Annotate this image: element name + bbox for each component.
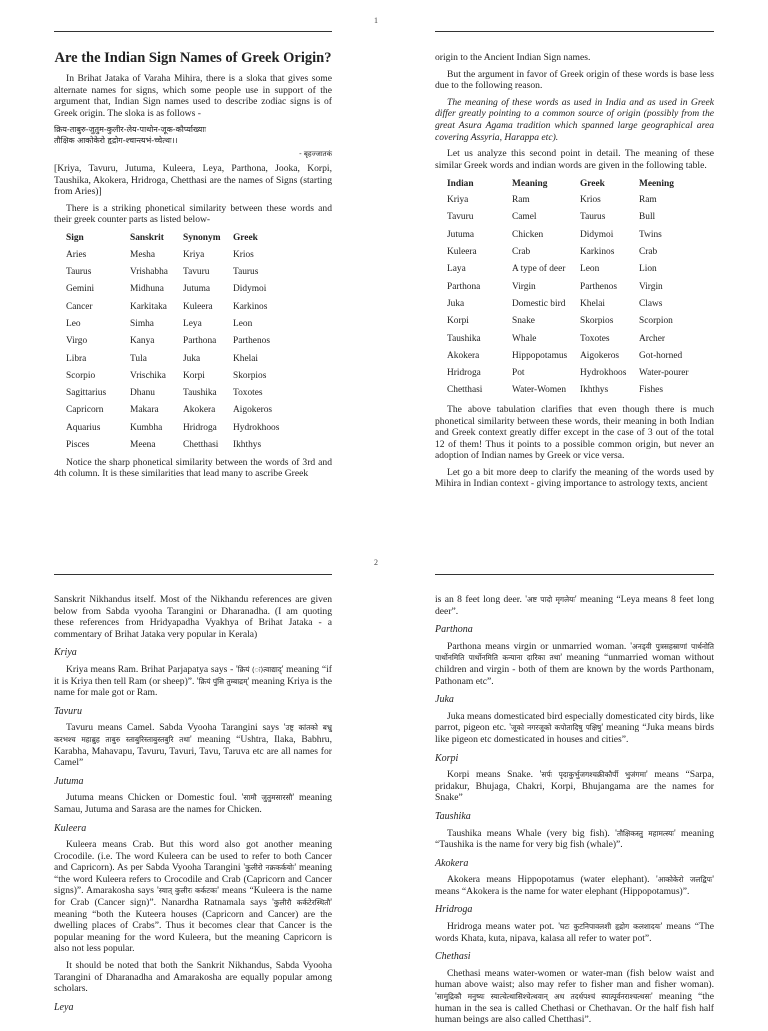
table-row: [447, 227, 709, 244]
table-cell: Kriya: [447, 195, 469, 206]
table-cell: Ram: [512, 195, 530, 206]
table-cell: Kuleera: [183, 301, 213, 312]
kriya-paragraph: Kriya means Ram. Brihat Parjapatya says - 'क्रियं (ः)त्वाद्याद्' meaning “if it is Kriya then tell Ram (or sheep)”. 'क्रियं पुंसि तुम्बाद्रम्' meaning Kriya is the name for male got or Ram.: [54, 663, 333, 699]
table-row: [66, 282, 303, 299]
parthona-paragraph: Parthona means virgin or unmarried woman. 'अनड्वी पुत्रसहस्राणां पार्थनोति पार्थोनमिति पार्थोनमिति कन्याना दारिका तथा' meaning “unmarried woman without children and virgin - both of them are known by the words Parthonam, Pathonam etc”.: [435, 640, 714, 687]
nikhandu-intro: Sanskrit Nikhandus itself. Most of the Nikhandu references are given below from Sabda vyooha Tarangini or Dharanadha. (I am quoting these references from Hridyapadha Vyakhya of Brihat Jataka - a commentary of Brihat Jataka very popular in Kerala): [54, 594, 332, 640]
table-row: [447, 210, 709, 227]
table-cell: Taushika: [447, 333, 481, 344]
table-cell: Chetthasi: [447, 385, 483, 396]
table-cell: Gemini: [66, 284, 95, 295]
table-cell: Aquarius: [66, 422, 101, 433]
heading-kriya: Kriya: [54, 647, 77, 659]
table-cell: Aigokeros: [580, 350, 620, 361]
table-cell: Kriya: [183, 249, 205, 260]
heading-chethasi: Chethasi: [435, 951, 471, 963]
table-cell: Parthenos: [233, 336, 270, 347]
table-header-cell: Synonym: [183, 233, 221, 244]
table-row: [66, 403, 303, 420]
italic-paragraph: The meaning of these words as used in India and as used in Greek differ greatly pointing to a common source of origin (possibly from the great Asura Agama tradition which spanned large geographical area covering Assyria, Harappa etc).: [435, 96, 714, 143]
similarity-intro: There is a striking phonetical similarity between these words and their greek counter parts as listed below-: [54, 202, 332, 226]
heading-korpi: Korpi: [435, 752, 459, 764]
table-row: [447, 279, 709, 296]
kuleera-note: It should be noted that both the Sankrit Nikhandus, Sabda Vyooha Tarangini of Dharanadha and Amarakosha are equally popular among scholars.: [54, 960, 332, 995]
table-cell: Pot: [512, 368, 525, 379]
page2-right-column: [435, 594, 714, 1031]
table-cell: Leya: [183, 318, 202, 329]
table-cell: Tula: [130, 353, 147, 364]
table-cell: Aries: [66, 249, 87, 260]
table-cell: Kanya: [130, 336, 155, 347]
table-row: [66, 333, 303, 350]
table-cell: Chicken: [512, 229, 544, 240]
table-cell: Vrischika: [130, 370, 166, 381]
table-cell: Vrishabha: [130, 267, 168, 278]
table-cell: Didymoi: [233, 284, 267, 295]
table-cell: Didymoi: [580, 229, 614, 240]
table-cell: Cancer: [66, 301, 93, 312]
table-cell: Midhuna: [130, 284, 164, 295]
deeper-paragraph: Let go a bit more deep to clarify the meaning of the words used by Mihira in Indian context - giving importance to astrology texts, ancient: [435, 466, 714, 490]
heading-leya: Leya: [54, 1001, 74, 1013]
table-cell: Parthona: [183, 336, 217, 347]
table-cell: Crab: [512, 247, 531, 258]
table-cell: Libra: [66, 353, 87, 364]
translation-paragraph: [Kriya, Tavuru, Jutuma, Kuleera, Leya, Parthona, Jooka, Korpi, Taushika, Akokera, Hridroga, Chetthasi are the names of Signs (starting from Aries)]: [54, 162, 332, 198]
table-cell: Hydrokhoos: [580, 368, 627, 379]
table-cell: Capricorn: [66, 405, 104, 416]
jutuma-paragraph: Jutuma means Chicken or Domestic foul. 'सामौ जुतुमसारसौ' meaning Samau, Jutuma and Sarasa are the names for Chicken.: [54, 792, 332, 815]
table-cell: Bull: [639, 212, 656, 223]
top-rule-right-2: [435, 574, 714, 575]
table-cell: Got-horned: [639, 350, 683, 361]
table-cell: Taurus: [580, 212, 606, 223]
leya-paragraph: is an 8 feet long deer. 'अष्ट पादो मृगलेयः' meaning “Leya means 8 feet long deer”.: [435, 594, 715, 617]
sloka-line-2: तौक्षिक आकोकेरो हृद्रोग-श्चान्त्यभं-च्चेत्थः।।: [54, 136, 178, 146]
page-number-2: 2: [374, 558, 378, 567]
heading-kuleera: Kuleera: [54, 822, 87, 834]
chethasi-paragraph: Chethasi means water-women or water-man (fish below waist and human above waist; also may refer to fisher man and fisher woman). 'सामुद्रिकौ मनुष्यः स्यात्चेत्थासिश्चेत्थवान् अथ तदर्धपश्चं स्यात्पूर्वनराश्चत्थसः' meaning “the human in the sea is called Chethasi or Chethavan. Or the half fish half human beings are also called Chetthasi”.: [435, 967, 714, 1026]
table-cell: Snake: [512, 316, 535, 327]
page1-left-column: [54, 50, 332, 485]
table-cell: Virgin: [512, 281, 536, 292]
table-header-cell: Meaning: [512, 178, 548, 189]
sign-names-table: [66, 231, 303, 455]
heading-hridroga: Hridroga: [435, 904, 473, 916]
intro-paragraph: In Brihat Jataka of Varaha Mihira, there is a sloka that gives some alternate names for signs, which some people use in support of the argument that, Indian Sign names used to describe zodiac signs is of Greek origin. The sloka is as follows -: [54, 73, 332, 119]
table-cell: Taurus: [66, 267, 92, 278]
table-cell: Laya: [447, 264, 466, 275]
table-cell: Karkinos: [580, 247, 615, 258]
table-row: [66, 368, 303, 385]
table-row: [66, 351, 303, 368]
table-cell: Parthenos: [580, 281, 617, 292]
heading-taushika: Taushika: [435, 810, 471, 822]
table-header-cell: Indian: [447, 178, 474, 189]
hridroga-paragraph: Hridroga means water pot. 'घटः कुटनिपावलशी हृद्रोग कलशादयः' means “The words Khata, kuta, nipava, kalasa all refer to water pot”.: [435, 921, 714, 944]
table-cell: Taurus: [233, 267, 259, 278]
table-cell: Ikhthys: [233, 440, 262, 451]
table-row: [66, 420, 303, 437]
table-cell: Ram: [639, 195, 657, 206]
table-cell: Tavuru: [183, 267, 210, 278]
table-cell: Archer: [639, 333, 666, 344]
table-cell: Juka: [183, 353, 201, 364]
table-cell: Domestic bird: [512, 298, 566, 309]
table-row: [447, 365, 709, 382]
top-rule-left-2: [54, 574, 332, 575]
table-cell: Mesha: [130, 249, 155, 260]
notice-paragraph: Notice the sharp phonetical similarity between the words of 3rd and 4th column. It is these similarities that lead many to ascribe Greek: [54, 456, 332, 480]
page-title: Are the Indian Sign Names of Greek Origin?: [54, 50, 332, 66]
table-cell: Krios: [580, 195, 601, 206]
heading-juka: Juka: [435, 694, 454, 706]
table-cell: Toxotes: [233, 388, 263, 399]
heading-akokera: Akokera: [435, 857, 469, 869]
table-cell: Hippopotamus: [512, 350, 568, 361]
table-cell: Leo: [66, 318, 81, 329]
taushika-paragraph: Taushika means Whale (very big fish). 'तौक्षिकस्तु महामत्स्यः' meaning “Taushika is the name for very big fish (whale)”.: [435, 827, 714, 851]
table-row: [66, 299, 303, 316]
table-cell: Simha: [130, 318, 154, 329]
argument-paragraph: But the argument in favor of Greek origin of these words is base less due to the following reason.: [435, 68, 714, 92]
table-cell: Kuleera: [447, 247, 477, 258]
table-cell: Meena: [130, 440, 156, 451]
table-cell: Makara: [130, 405, 159, 416]
table-cell: Hridroga: [183, 422, 217, 433]
table-row: [447, 313, 709, 330]
table-cell: Crab: [639, 247, 658, 258]
table-cell: Dhanu: [130, 388, 155, 399]
table-header-cell: Meening: [639, 178, 674, 189]
table-cell: Chetthasi: [183, 440, 219, 451]
table-cell: Jutuma: [447, 229, 475, 240]
sloka-source: - बृहज्जातकं: [299, 150, 332, 159]
table-cell: Skorpios: [233, 370, 267, 381]
table-cell: Karkitaka: [130, 301, 167, 312]
table-cell: Leon: [580, 264, 600, 275]
meaning-table: [447, 176, 709, 400]
table-cell: Tavuru: [447, 212, 474, 223]
page1-right-column: [435, 52, 714, 495]
analyze-paragraph: Let us analyze this second point in detail. The meaning of these similar Greek words and indian words are given in the following table.: [435, 148, 714, 171]
table-cell: Leon: [233, 318, 253, 329]
table-cell: Juka: [447, 298, 465, 309]
top-rule-right: [435, 31, 714, 32]
table-cell: Virgin: [639, 281, 663, 292]
table-header-cell: Greek: [580, 178, 605, 189]
table-row: [66, 385, 303, 402]
continuation-line: origin to the Ancient Indian Sign names.: [435, 52, 591, 63]
table-cell: Aigokeros: [233, 405, 273, 416]
page-number: 1: [374, 16, 378, 25]
table-cell: Taushika: [183, 388, 217, 399]
table-cell: Korpi: [183, 370, 205, 381]
table-cell: Jutuma: [183, 284, 211, 295]
table-row: [447, 348, 709, 365]
table-cell: Hydrokhoos: [233, 422, 280, 433]
table-cell: Water-pourer: [639, 368, 689, 379]
table-cell: Water-Women: [512, 385, 567, 396]
table-row: [447, 331, 709, 348]
table-row: [447, 296, 709, 313]
table-cell: Ikhthys: [580, 385, 609, 396]
table-cell: Camel: [512, 212, 537, 223]
table-cell: Skorpios: [580, 316, 614, 327]
kuleera-paragraph: Kuleera means Crab. But this word also got another meaning Crocodile. (i.e. The word Kuleera can be used to refer to both Cancer and Capricorn). As per Sabda Vyooha Tarangini 'कुलीरो नक्रकर्कयोः' meaning “the word Kuleera refers to Crocodile and Crab (Capricorn and Cancer signs)”. Amarakosha says 'स्यात् कुलीरः कर्कटकः' means “Kuleera is the name for Crab (Cancer sign)”. Nanardha Ratnamala says 'कुलीरौ कर्कटेरस्थितौ' meaning “both the Kuteera houses (Capricorn and Cancer) are the dwelling places of Crabs”. Thus it becomes clear that Cancer is the popular meaning for the word Kuleera, but the meaning Capricorn is also not less popular.: [54, 839, 332, 955]
table-cell: Akokera: [183, 405, 216, 416]
table-cell: Whale: [512, 333, 537, 344]
table-cell: Lion: [639, 264, 657, 275]
table-row: [66, 437, 303, 454]
table-row: [447, 244, 709, 261]
tavuru-paragraph: Tavuru means Camel. Sabda Vyooha Tarangini says 'उष्ट्र कांतको बभ्रु करभश्च महाब्रुह ताबुरु स्ताबुरिस्ताबुस्तबुरि तथा' meaning “Ushtra, Ilaka, Babhru, Karabha, Mahavapu, Tavuru, Tavuri, Tavu, Taruva etc are all names for Camel”: [54, 722, 332, 769]
akokera-paragraph: Akokera means Hippopotamus (water elephant). 'आकोकेरो जलद्विपः' means “Akokera is the name for water elephant (Hippopotamus)”.: [435, 874, 714, 897]
table-row: [66, 247, 303, 264]
table-cell: Pisces: [66, 440, 90, 451]
table-header-cell: Greek: [233, 233, 258, 244]
sloka: [54, 124, 332, 146]
table-cell: Scorpion: [639, 316, 673, 327]
table-cell: Hridroga: [447, 368, 481, 379]
table-cell: Sagittarius: [66, 388, 107, 399]
table-header-cell: Sanskrit: [130, 233, 164, 244]
top-rule-left: [54, 31, 332, 32]
table-cell: Akokera: [447, 350, 480, 361]
table-row: [447, 262, 709, 279]
table-cell: Scorpio: [66, 370, 96, 381]
heading-jutuma: Jutuma: [54, 775, 84, 787]
heading-parthona: Parthona: [435, 624, 473, 636]
tabulation-paragraph: The above tabulation clarifies that even though there is much phonetical similarity between these words, their meaning in both Indian and Greek context greatly differ except in the case of 3 out of the total 12 of them! Thus it points to a possible common origin, but never an adoption of Indian names by Greek or vice versa.: [435, 403, 714, 462]
table-cell: Kumbha: [130, 422, 163, 433]
table-cell: Parthona: [447, 281, 481, 292]
table-row: [66, 316, 303, 333]
table-cell: Krios: [233, 249, 254, 260]
table-cell: Toxotes: [580, 333, 610, 344]
table-cell: Claws: [639, 298, 663, 309]
table-cell: Twins: [639, 229, 662, 240]
table-cell: Fishes: [639, 385, 663, 396]
table-cell: Khelai: [580, 298, 605, 309]
page2-left-column: [54, 594, 332, 1018]
table-cell: Korpi: [447, 316, 469, 327]
table-cell: Virgo: [66, 336, 88, 347]
table-cell: A type of deer: [512, 264, 566, 275]
table-row: [447, 192, 709, 209]
table-row: [447, 383, 709, 400]
heading-tavuru: Tavuru: [54, 705, 82, 717]
sloka-line-1: क्रिय-ताबुरु-जुतुम-कुलीर-लेय-पाथोन-जूक-कौर्प्याख्याः: [54, 125, 206, 135]
juka-paragraph: Juka means domesticated bird especially domesticated city birds, like parrot, pigeon etc. 'जूको नगरजूको कपोतादिषु पक्षिषु' meaning “Juka means birds like pigeon etc domesticated in houses and cities”.: [435, 710, 714, 745]
table-header-cell: Sign: [66, 233, 84, 244]
table-row: [66, 264, 303, 281]
table-cell: Khelai: [233, 353, 258, 364]
korpi-paragraph: Korpi means Snake. 'सर्पः पृदाकुर्भुजगश्चक्रीकौर्पी भुजंगमा' means “Sarpa, pridakur, Bhujaga, Chakri, Korpi, Bhujangama are the names for Snake”: [435, 769, 714, 804]
table-cell: Karkinos: [233, 301, 268, 312]
